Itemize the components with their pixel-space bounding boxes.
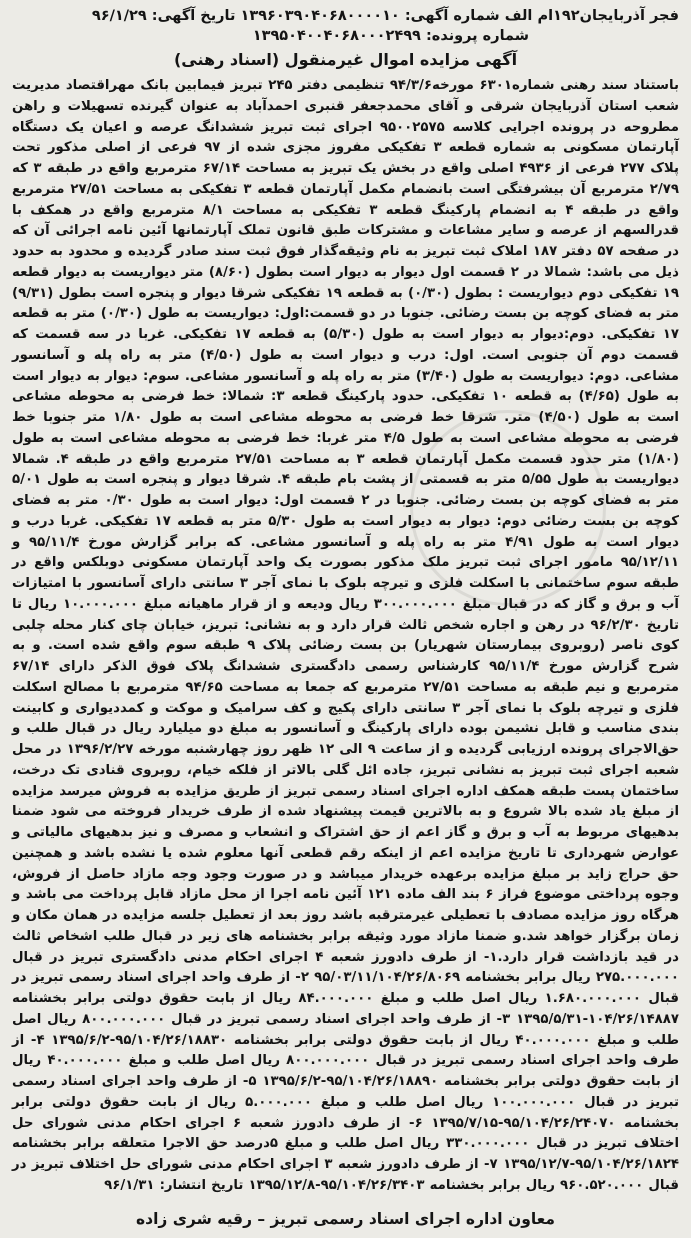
notice-body: باستناد سند رهنی شماره۶۳۰۱ مورخه۹۴/۳/۶ تنظیمی دفتر ۲۴۵ تبریز فیمابین بانک مهراقتصاد مدیریت شعب استان آذربایجان شرقی و آقای محمدجعفر قنبری احمدآباد به عنوان گیرنده تسهیلات و راهن مطروحه در پرونده اجرایی کلاسه ۹۵۰۰۲۵۷۵ اجرای ثبت تبریز ششدانگ عرصه و اعیان یک دستگاه آپارتمان مسکونی به شماره قطعه ۳ تفکیکی مفروز مجزی شده از ۹۷ فرعی از اصلی مذکور تحت پلاک ۲۷۷ فرعی از ۴۹۳۶ اصلی واقع در بخش یک تبریز به مساحت ۶۷/۱۴ مترمربع واقع در طبقه ۳ که ۲/۷۹ مترمربع آن بیشرفتگی است بانضمام مکمل آپارتمان قطعه ۳ تفکیکی به مساحت ۲۷/۵۱ مترمربع واقع در طبقه ۴ به انضمام پارکینگ قطعه ۳ تفکیکی به مساحت ۸/۱ مترمربع واقع در همکف با قدرالسهم از عرصه و سایر مشاعات و مشترکات طبق قانون تملک آپارتمانها آئین نامه اجرائی آن که در صفحه ۵۷ دفتر ۱۸۷ املاک ثبت تبریز به نام وثیقه‌گذار فوق ثبت سند صادر گردیده و محدود به حدود ذیل می باشد: شمالا در ۲ قسمت اول دیوار به دیوار است بطول (۸/۶۰) متر دیواریست به دیوار قطعه ۱۹ تفکیکی دوم دیواریست : بطول (۰/۳۰) به قطعه ۱۹ تفکیکی شرقا دیوار و پنجره است بطول (۹/۳۱) متر به فضای کوچه بن بست رضائی. جنوبا در دو قسمت:اول: دیواریست به طول (۰/۳۰) متر به قطعه ۱۷ تفکیکی. دوم:دیوار به دیوار است به طول (۵/۳۰) به قطعه ۱۷ تفکیکی. غربا در سه قسمت که قسمت دوم آن جنوبی است. اول: درب و دیوار است به طول (۴/۵۰) متر به راه پله و آسانسور مشاعی. دوم: دیواریست به طول (۳/۴۰) متر به راه پله و آسانسور مشاعی. سوم: دیوار به دیوار است به طول (۴/۶۵) به قطعه ۱۰ تفکیکی. حدود پارکینگ قطعه ۳: شمالا: خط فرضی به محوطه مشاعی است به طول (۴/۵۰) متر. شرقا خط فرضی به محوطه مشاعی است به طول ۱/۸۰ متر جنوبا خط فرضی به محوطه مشاعی است به طول ۴/۵ متر غربا: خط فرضی به محوطه مشاعی است به طول (۱/۸۰) متر حدود قسمت مکمل آپارتمان قطعه ۳ به مساحت ۲۷/۵۱ مترمربع واقع در طبقه ۴. شمالا دیواریست به طول ۵/۵۵ متر به قسمتی از پشت بام طبقه ۴. شرقا دیوار و پنجره است به طول ۵/۰۱ متر به فضای کوچه بن بست رضائی. جنوبا در ۲ قسمت اول: دیوار است به طول ۰/۳۰ متر به فضای کوچه بن بست رضائی دوم: دیوار به دیوار است به طول ۵/۳۰ متر به قطعه ۱۷ تفکیکی. غربا درب و دیوار است به طول ۴/۹۱ متر به راه پله و آسانسور مشاعی. که برابر گزارش مورخ ۹۵/۱۱/۴ و ۹۵/۱۲/۱۱ مامور اجرای ثبت تبریز ملک مذکور بصورت یک واحد آپارتمان مسکونی دوبلکس واقع در طبقه سوم ساختمانی با اسکلت فلزی و تیرچه بلوک با نمای آجر ۳ سانتی دارای آسانسور با امتیازات آب و برق و گاز که در قبال مبلغ ۳۰۰.۰۰۰.۰۰۰ ریال ودیعه و از قرار ماهیانه مبلغ ۱۰.۰۰۰.۰۰۰ ریال تا تاریخ ۹۶/۲/۳۰ در رهن و اجاره شخص ثالث قرار دارد و به نشانی: تبریز، خیابان چای کنار محله چلبی کوی ناصر (روبروی بیمارستان شهریار) بن بست رضائی پلاک ۹ طبقه سوم واقع شده است. و به شرح گزارش مورخ ۹۵/۱۱/۴ کارشناس رسمی دادگستری ششدانگ پلاک فوق الذکر دارای ۶۷/۱۴ مترمربع و نیم طبقه به مساحت ۲۷/۵۱ مترمربع که جمعا به مساحت ۹۴/۶۵ مترمربع با مصالح اسکلت فلزی و تیرچه بلوک با نمای آجر ۳ سانتی دارای پکیج و کف سرامیک و موکت و کمددیواری و کابینت بندی مناسب و قابل نشیمن بوده دارای پارکینگ و آسانسور به مبلغ دو میلیارد ریال در قبال طلب و حق‌الاجرای پرونده ارزیابی گردیده و از ساعت ۹ الی ۱۲ ظهر روز چهارشنبه مورخه ۱۳۹۶/۲/۲۷ در محل شعبه اجرای ثبت تبریز به نشانی تبریز، جاده ائل گلی بالاتر از فلکه خیام، روبروی قنادی تک درخت، ساختمان پست طبقه همکف اداره اجرای اسناد رسمی تبریز از طریق مزایده به فروش میرسد مزایده از مبلغ یاد شده بالا شروع و به بالاترین قیمت پیشنهاد شده از طرف خریدار فروخته می شود ضمنا بدهیهای مربوط به آب و برق و گاز اعم از حق اشتراک و انشعاب و مصرف و نیز بدهیهای مالیاتی و عوارض شهرداری تا تاریخ مزایده اعم از اینکه رقم قطعی آنها معلوم شده یا نشده باشد و همچنین حق حراج زاید بر مبلغ مزایده برعهده خریدار میباشد و در صورت وجود وجه مازاد حاصل از فروش، وجوه پرداختی موضوع فراز ۶ بند الف ماده ۱۲۱ آئین نامه اجرا از محل مازاد قابل پرداخت می باشد و هرگاه روز مزایده مصادف با تعطیلی غیرمترقبه باشد روز بعد از تعطیل جلسه مزایده در همان مکان و زمان برگزار خواهد شد.و ضمنا مازاد مورد وثیقه برابر بخشنامه های زیر در قبال طلب اشخاص ثالث در قید بازداشت قرار دارد.۱- از طرف دادورز شعبه ۴ اجرای احکام مدنی دادگستری تبریز در قبال ۲۷۵.۰۰۰.۰۰۰ ریال برابر بخشنامه ۹۵/۰۳/۱۱/۱۰۴/۲۶/۸۰۶۹ ۲- از طرف واحد اجرای اسناد رسمی تبریز در قبال ۱.۶۸۰.۰۰۰.۰۰۰ ریال اصل طلب و مبلغ ۸۴.۰۰۰.۰۰۰ ریال از بابت حقوق دولتی برابر بخشنامه ۱۰۴/۲۶/۱۴۸۸۷-۱۳۹۵/۵/۳۱ ۳- از طرف واحد اجرای اسناد رسمی تبریز در قبال ۸۰۰.۰۰۰.۰۰۰ ریال اصل طلب و مبلغ ۴۰.۰۰۰.۰۰۰ ریال از بابت حقوق دولتی برابر بخشنامه ۹۵/۱۰۴/۲۶/۱۸۸۳۰-۱۳۹۵/۶/۲ ۴- از طرف واحد اجرای اسناد رسمی تبریز در قبال ۸۰۰.۰۰۰.۰۰۰ ریال اصل طلب و مبلغ ۴۰.۰۰۰.۰۰۰ ریال از بابت حقوق دولتی برابر بخشنامه ۹۵/۱۰۴/۲۶/۱۸۸۹۰-۱۳۹۵/۶/۲ ۵- از طرف واحد اجرای اسناد رسمی تبریز در قبال ۱۰۰.۰۰۰.۰۰۰ ریال اصل طلب و مبلغ ۵.۰۰۰.۰۰۰ ریال از بابت حقوق دولتی برابر بخشنامه ۹۵/۱۰۴/۲۶/۲۴۰۷۰-۱۳۹۵/۷/۱۵ ۶- از طرف دادورز شعبه ۶ اجرای احکام مدنی شورای حل اختلاف تبریز در قبال ۳۳۰.۰۰۰.۰۰۰ ریال اصل طلب و مبلغ ۵درصد حق الاجرا متعلقه برابر بخشنامه ۹۵/۱۰۴/۲۶/۱۸۲۴-۱۳۹۵/۱۲/۷ ۷- از طرف دادورز شعبه ۳ اجرای احکام مدنی شورای حل اختلاف تبریز در قبال ۹۶۰.۵۲۰.۰۰۰ ریال برابر بخشنامه ۹۵/۱۰۴/۲۶/۳۴۰۳-۱۳۹۵/۱۲/۸ تاریخ انتشار: ۹۶/۱/۳۱ [12,78,680,1193]
signature: معاون اداره اجرای اسناد رسمی تبریز – رقیه شری زاده [135,1210,556,1228]
notice-header-line: فجر آذربایجان۱۹۲ام الف شماره آگهی: ۱۳۹۶۰۳۹۰۴۰۶۸۰۰۰۰۱۰ تاریخ آگهی: ۹۶/۱/۲۹ [91,8,679,24]
case-number: شماره پرونده: ۱۳۹۵۰۴۰۰۴۰۶۸۰۰۰۲۴۹۹ [252,28,529,44]
notice-title: آگهی مزایده اموال غیرمنقول (اسناد رهنی) [173,50,518,69]
